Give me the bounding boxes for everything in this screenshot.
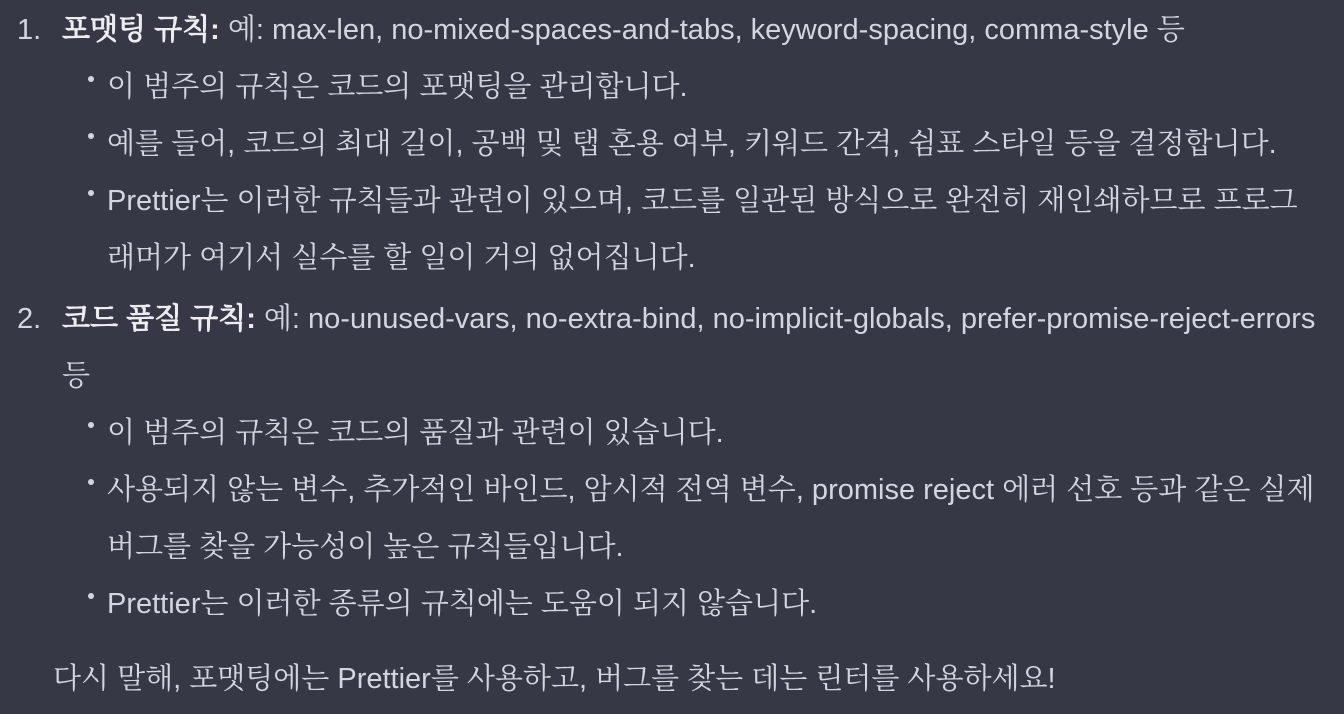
list-item-heading xyxy=(62,291,1322,405)
list-item-body xyxy=(62,291,1322,633)
bullet-item xyxy=(88,173,1322,287)
bullet-item xyxy=(88,59,1322,116)
list-item-formatting-rules xyxy=(17,2,1322,287)
ordered-list xyxy=(17,2,1322,633)
list-item-heading-text: 예: max-len, no-mixed-spaces-and-tabs, keyword-spacing, comma-style 등 xyxy=(219,14,1185,46)
list-item-label: 포맷팅 규칙: xyxy=(62,14,220,46)
bullet-text: 이 범주의 규칙은 코드의 품질과 관련이 있습니다. xyxy=(107,417,724,449)
closing-paragraph: 다시 말해, 포맷팅에는 Prettier를 사용하고, 버그를 찾는 데는 린터를 사용하세요! xyxy=(53,663,1056,695)
list-item-number: 2. xyxy=(17,303,42,335)
list-item-heading xyxy=(62,2,1322,59)
bullet-list xyxy=(88,405,1322,633)
list-item-heading-text: 예: no-unused-vars, no-extra-bind, no-implicit-globals, prefer-promise-reject-errors 등 xyxy=(62,303,1316,392)
list-item-code-quality-rules xyxy=(17,291,1322,633)
bullet-item xyxy=(88,462,1322,576)
list-item-label: 코드 품질 규칙: xyxy=(62,303,256,335)
list-item-number: 1. xyxy=(17,14,42,46)
bullet-list xyxy=(88,59,1322,287)
bullet-item xyxy=(88,405,1322,462)
bullet-text: 사용되지 않는 변수, 추가적인 바인드, 암시적 전역 변수, promise reject 에러 선호 등과 같은 실제 버그를 찾을 가능성이 높은 규칙들입니다. xyxy=(107,474,1315,563)
bullet-text: Prettier는 이러한 규칙들과 관련이 있으며, 코드를 일관된 방식으로 완전히 재인쇄하므로 프로그래머가 여기서 실수를 할 일이 거의 없어집니다. xyxy=(107,185,1298,274)
bullet-text: 예를 들어, 코드의 최대 길이, 공백 및 탭 혼용 여부, 키워드 간격, 쉼표 스타일 등을 결정합니다. xyxy=(107,128,1277,160)
bullet-text: Prettier는 이러한 종류의 규칙에는 도움이 되지 않습니다. xyxy=(107,588,818,620)
list-item-body xyxy=(62,2,1322,287)
bullet-text: 이 범주의 규칙은 코드의 포맷팅을 관리합니다. xyxy=(107,71,688,103)
bullet-item xyxy=(88,576,1322,633)
bullet-item xyxy=(88,116,1322,173)
